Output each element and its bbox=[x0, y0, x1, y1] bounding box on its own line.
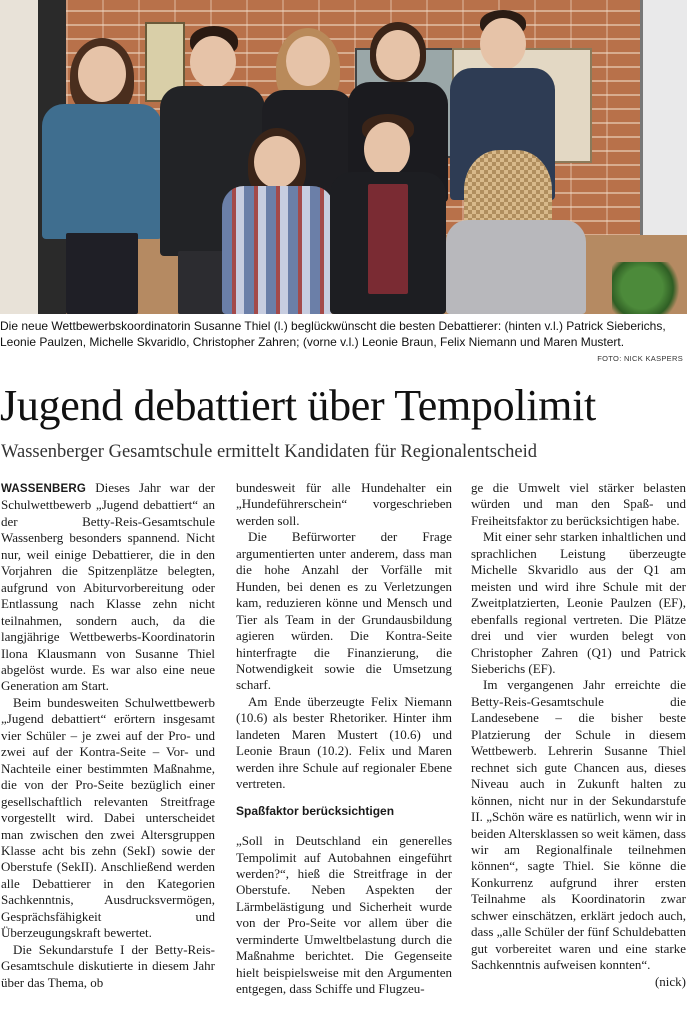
photo-wall bbox=[0, 0, 38, 314]
group-photo bbox=[0, 0, 687, 314]
photo-plant bbox=[612, 262, 687, 314]
photo-caption: Die neue Wettbewerbskoordinatorin Susanne Thiel (l.) beglückwünscht die besten Debattierer: (hinten v.l.) Patrick Sieberichs, Leonie Paulzen, Michelle Skvaridlo, Christopher Zahren; (vorne v.l.) Leonie Braun, Felix Niemann und Maren Mustert. bbox=[0, 319, 666, 349]
author-signature: (nick) bbox=[654, 973, 686, 989]
person-front-2 bbox=[330, 114, 446, 314]
dateline: WASSENBERG bbox=[1, 483, 87, 495]
article-column-3 bbox=[471, 480, 686, 990]
photo-door bbox=[640, 0, 687, 240]
person-teacher bbox=[42, 38, 162, 314]
paragraph: bundesweit für alle Hundehalter ein „Hundeführerschein“ vorgeschrieben werden soll. bbox=[236, 480, 452, 528]
section-subheading: Spaßfaktor berücksichtigen bbox=[236, 803, 395, 818]
paragraph-text: Dieses Jahr war der Schulwettbewerb „Jugend debattiert“ an der Betty-Reis-Gesamtschule Wassenberg besonders spannend. Nicht nur, weil einige Debattierer, die in den Vorjahren die Spitzenplätze belegten, aufgrund von Abiturvorbereitung oder Entlassung nach Klasse zehn nicht teilnahmen, sondern auch, da die langjährige Wettbewerbs-Koordinatorin Ilona Klausmann von Susanne Thiel abgelöst wurde. Es war also eine neue Generation am Start. bbox=[1, 480, 216, 694]
subheadline: Wassenberger Gesamtschule ermittelt Kandidaten für Regionalentscheid bbox=[1, 442, 538, 462]
paragraph bbox=[1, 480, 215, 695]
person-front-1 bbox=[222, 128, 334, 314]
paragraph: Mit einer sehr starken inhaltlichen und sprachlichen Leistung überzeugte Michelle Skvaridlo aus der Q1 am meisten und wird ihre Schule mit der Zweitplatzierten, Leonie Paulzen (EF), ebenfalls regional vertreten. Die Plätze drei und vier wurden belegt von Christopher Zahren (Q1) und Patrick Sieberichs (EF). bbox=[471, 529, 686, 676]
headline: Jugend debattiert über Tempolimit bbox=[0, 381, 596, 430]
paragraph: „Soll in Deutschland ein generelles Tempolimit auf Autobahnen eingeführt werden?“, hieß die Streitfrage in der Oberstufe. Neben Aspekten der Lärmbelästigung und Sicherheit wurde von der Pro-Seite vor allem über die verminderte Umweltbelastung durch die Maßnahme berichtet. Die Gegenseite hielt beispielsweise mit den Argumenten entgegen, dass Schiffe und Flugzeu- bbox=[236, 833, 452, 997]
person-front-3 bbox=[446, 150, 586, 314]
paragraph-text: Im vergangenen Jahr erreichte die Betty-Reis-Gesamtschule die Landesebene – die bisher beste Platzierung der Schule in diesem Wettbewerb. Lehrerin Susanne Thiel rechnet sich gute Chancen aus, dieses Niveau auch in Zukunft halten zu können, nicht nur in der Sekundarstufe II. „Schön wäre es natürlich, wenn wir in beiden Altersklassen so weit kämen, dass wir am Regionalfinale teilnehmen können“, sagte Thiel. Sie könne die Konkurrenz aufgrund ihrer ersten Teilnahme als Koordinatorin zwar schwer einschätzen, erklärt jedoch auch, dass „alle Schüler der fünf Schuldebatten gut vorbereitet waren und eine starke Sachkenntnis aufweisen konnten“. bbox=[471, 677, 686, 973]
paragraph: Am Ende überzeugte Felix Niemann (10.6) als bester Rhetoriker. Hinter ihm landeten Maren Mustert (10.6) und Leonie Braun (10.2). Felix und Maren werden ihre Schule auf regionaler Ebene vertreten. bbox=[236, 693, 452, 792]
paragraph bbox=[471, 677, 686, 989]
paragraph: ge die Umwelt viel stärker belasten würden und man den Spaß- und Freiheitsfaktor zu berücksichtigen habe. bbox=[471, 480, 686, 528]
paragraph: Beim bundesweiten Schulwettbewerb „Jugend debattiert“ erörtern insgesamt vier Schüler – je zwei auf der Pro- und zwei auf der Kontra-Seite – Vor- und Nachteile einer bestimmten Maßnahme, die von der Pro-Seite bezüglich einer gesellschaftlich relevanten Streitfrage vorgestellt wird. Dabei unterscheidet man zwischen den zwei Altersgruppen Klasse acht bis zehn (SekI) sowie der Oberstufe (SekII). Anschließend werden alle Debattierer in den Kategorien Sachkenntnis, Ausdrucksvermögen, Gesprächsfähigkeit und Überzeugungskraft bewertet. bbox=[1, 694, 215, 941]
paragraph: Die Befürworter der Frage argumentierten unter anderem, dass man die hohe Anzahl der Vorfälle mit Hunden, bei denen es zu Verletzungen kam, reduzieren könne und Mensch und Tier als Team in der Grundausbildung agieren würden. Die Kontra-Seite hinterfragte die Finanzierung, die Notwendigkeit sowie die Umsetzung scharf. bbox=[236, 529, 452, 693]
article-column-1 bbox=[1, 480, 215, 991]
photo-credit: FOTO: NICK KASPERS bbox=[597, 354, 683, 363]
article-column-2 bbox=[236, 480, 452, 998]
paragraph: Die Sekundarstufe I der Betty-Reis-Gesamtschule diskutierte in diesem Jahr über das Thema, ob bbox=[1, 941, 215, 990]
